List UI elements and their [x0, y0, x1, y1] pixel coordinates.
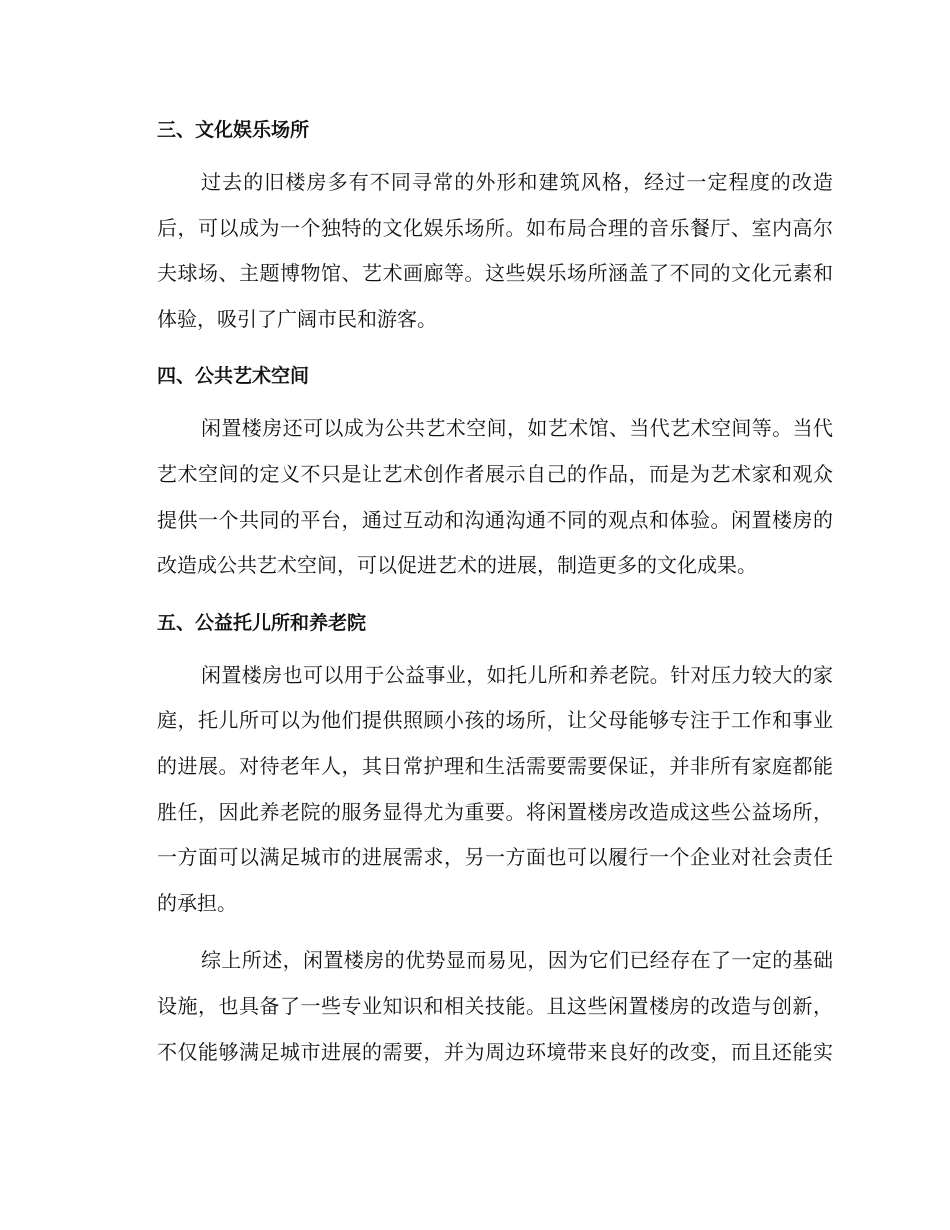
document-body: [113, 108, 833, 1075]
text-line: 不仅能够满足城市进展的需要，并为周边环境带来良好的改变，而且还能实: [157, 1039, 833, 1064]
text-line: 改造成公共艺术空间，可以促进艺术的进展，制造更多的文化成果。: [157, 553, 757, 578]
text-line: 设施，也具备了一些专业知识和相关技能。且这些闲置楼房的改造与创新，: [157, 993, 833, 1018]
text-line: 一方面可以满足城市的进展需求，另一方面也可以履行一个企业对社会责任: [157, 845, 833, 870]
text-line: 体验，吸引了广阔市民和游客。: [157, 306, 437, 331]
conclusion-paragraph: [113, 938, 833, 1075]
text-line: 提供一个共同的平台，通过互动和沟通沟通不同的观点和体验。闲置楼房的: [157, 507, 833, 532]
section-paragraph-3: [113, 160, 833, 342]
text-line: 闲置楼房也可以用于公益事业，如托儿所和养老院。针对压力较大的家: [201, 662, 833, 687]
text-line: 综上所述，闲置楼房的优势显而易见，因为它们已经存在了一定的基础: [201, 948, 833, 973]
section-heading-3: 三、文化娱乐场所: [157, 119, 310, 141]
text-line: 闲置楼房还可以成为公共艺术空间，如艺术馆、当代艺术空间等。当代: [201, 416, 833, 441]
text-line: 胜任，因此养老院的服务显得尤为重要。将闲置楼房改造成这些公益场所，: [157, 799, 833, 824]
text-line: 过去的旧楼房多有不同寻常的外形和建筑风格，经过一定程度的改造: [201, 170, 833, 194]
text-line: 的承担。: [157, 890, 237, 915]
text-line: 后，可以成为一个独特的文化娱乐场所。如布局合理的音乐餐厅、室内高尔: [157, 215, 833, 240]
section-paragraph-5: [113, 653, 833, 927]
section-heading-5: 五、公益托儿所和养老院: [157, 611, 367, 634]
section-paragraph-4: [113, 406, 833, 588]
text-line: 庭，托儿所可以为他们提供照顾小孩的场所，让父母能够专注于工作和事业: [157, 708, 833, 733]
text-line: 的进展。对待老年人，其日常护理和生活需要需要保证，并非所有家庭都能: [157, 753, 833, 778]
text-line: 夫球场、主题博物馆、艺术画廊等。这些娱乐场所涵盖了不同的文化元素和: [157, 261, 833, 286]
section-heading-4: 四、公共艺术空间: [157, 365, 310, 388]
text-line: 艺术空间的定义不只是让艺术创作者展示自己的作品，而是为艺术家和观众: [157, 461, 833, 486]
